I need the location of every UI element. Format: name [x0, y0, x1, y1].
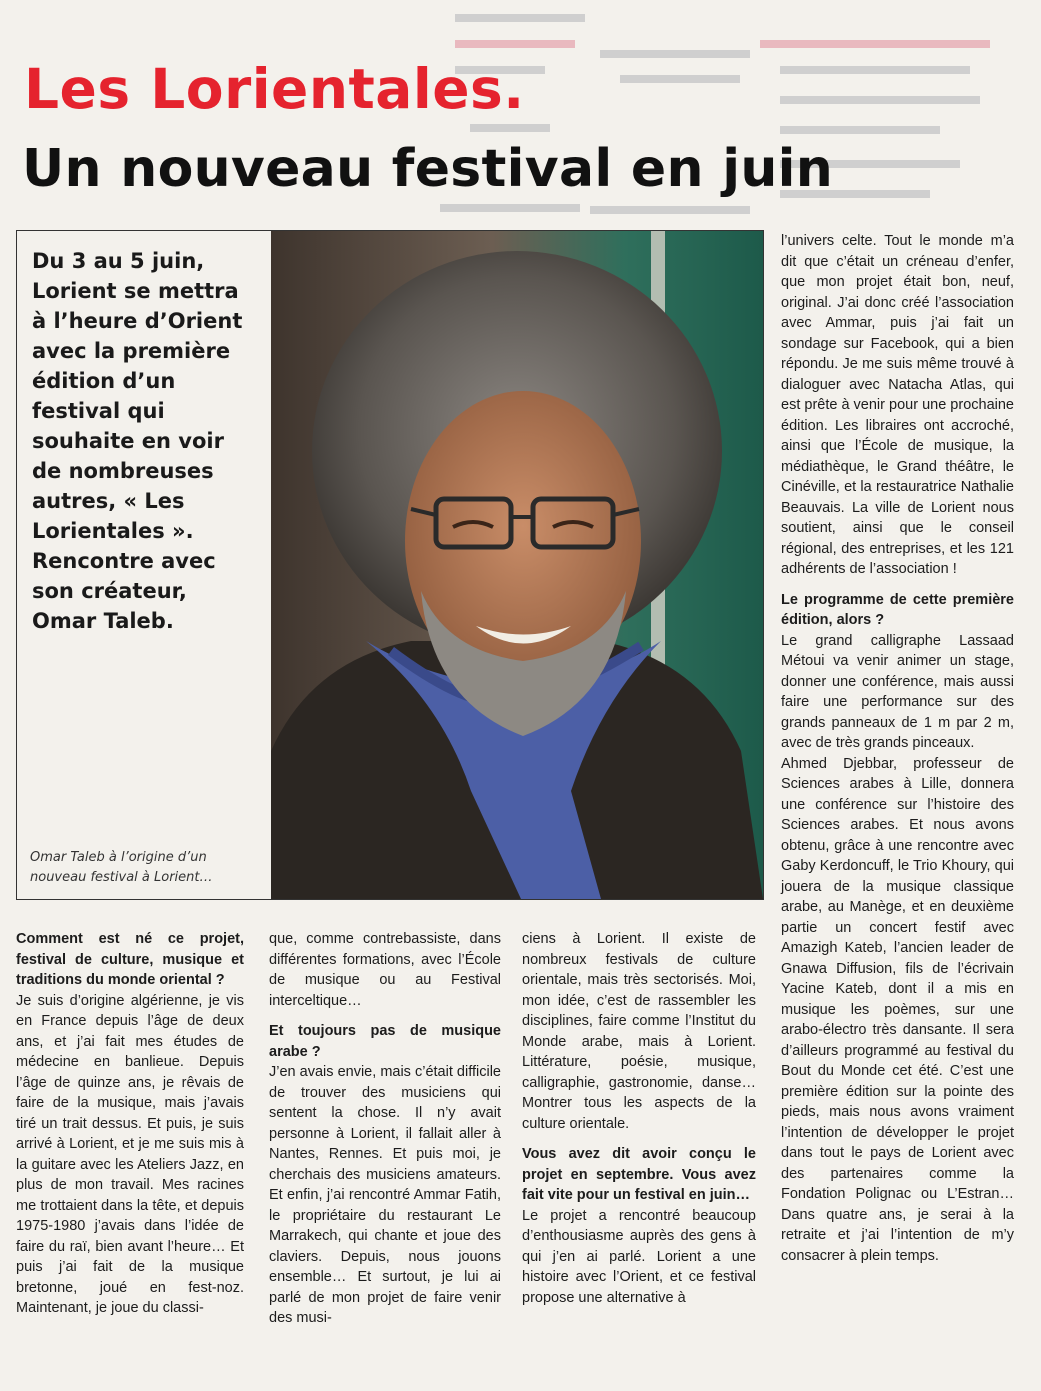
interview-answer: que, comme contrebassiste, dans différentes formations, avec l’École de musique ou au Festival interceltique…	[269, 931, 501, 1009]
interview-answer: ciens à Lorient. Il existe de nombreux festivals de culture orientale, mais très sectorisés. Moi, mon idée, c’est de rassembler les disciplines, faire comme l’Institut du Monde arabe, mais à Lorient. Littérature, poésie, musique, calligraphie, gastronomie, danse… Montrer tous les aspects de la culture orientale.	[522, 931, 756, 1132]
interview-question: Et toujours pas de musique arabe ?	[269, 1023, 501, 1060]
article-column-2	[269, 929, 501, 1329]
article-kicker: Les Lorientales.	[24, 57, 525, 121]
article-lead: Du 3 au 5 juin, Lorient se mettra à l’heure d’Orient avec la première édition d’un festival qui souhaite en voir de nombreuses autres, « Les Lorientales ». Rencontre avec son créateur, Omar Taleb.	[32, 249, 243, 633]
article-column-3	[522, 929, 756, 1308]
interview-answer: Le grand calligraphe Lassaad Métoui va venir animer un stage, donner une conférence, mais aussi faire une performance sur des grands panneaux de 1 m par 2 m, avec de très grands pinceaux.	[781, 632, 1014, 751]
article-column-1	[16, 929, 244, 1319]
interview-answer: Le projet a rencontré beaucoup d’enthousiasme auprès des gens à qui j’en ai parlé. Lorient a une histoire avec l’Orient, et ce festival propose une alternative à	[522, 1207, 756, 1306]
interview-question: Le programme de cette première édition, alors ?	[781, 591, 1014, 628]
interview-answer: Je suis d’origine algérienne, je vis en France depuis l’âge de deux ans, et j’ai fait mes études de médecine en banlieue. Depuis l’âge de quinze ans, je rêvais de faire de la musique, mais j’avais tiré un trait dessus. Et puis, je suis arrivé à Lorient, et je me suis mis à la guitare avec les Ateliers Jazz, en plus de mon travail. Mes racines me trottaient dans la tête, et depuis 1975-1980 j’avais dans l’idée de faire du raï, bien avant l’heure… Et puis j’ai fait de la musique bretonne, joué en fest-noz. Maintenant, je joue du classi-	[16, 992, 244, 1316]
photo-caption: Omar Taleb à l’origine d’un nouveau festival à Lorient…	[30, 850, 213, 885]
interview-answer: Ahmed Djebbar, professeur de Sciences arabes à Lille, donnera une conférence sur l’histoire des Sciences arabes. Et nous avons obtenu, grâce à une rencontre avec Gaby Kerdoncuff, le Trio Khoury, qui jouera de la musique classique arabe, au Manège, et en deuxième partie un concert festif avec Amazigh Kateb, l’ancien leader de Gnawa Diffusion, fils de l’écrivain Yacine Kateb, dont il a mis en musique les poèmes, sur une arabo-électro très dansante. Il sera d’ailleurs programmé au festival du Bout du Monde cet été. C’est une première édition sur la pointe des pieds, mais nous avons vraiment l’intention de développer le projet dans tout le pays de Lorient avec des partenaires comme la Fondation Polignac ou L’Estran… Dans quatre ans, je serai à la retraite et j’ai l’intention de m’y consacrer à plein temps.	[781, 755, 1014, 1264]
interview-answer: l’univers celte. Tout le monde m’a dit que c’était un créneau d’enfer, que mon projet était bon, neuf, original. J’ai donc créé l’association avec Ammar, puis j’ai fait un sondage sur Facebook, qui a bien répondu. Je me suis même trouvé à dialoguer avec Natacha Atlas, qui est prête à venir pour une prochaine édition. Les libraires ont accroché, ainsi que l’École de musique, la médiathèque, le Grand théâtre, le Cinéville, et la restauratrice Nathalie Beauvais. La ville de Lorient nous soutient, ainsi que le conseil régional, des entreprises, et les 121 adhérents de l’association !	[781, 233, 1014, 577]
interview-answer: J’en avais envie, mais c’était difficile de trouver des musiciens qui sentent la chose. Il n’y avait personne à Lorient, il fallait aller à Nantes, Rennes. Et puis moi, je cherchais des musiciens amateurs. Et enfin, j’ai rencontré Ammar Fatih, le propriétaire du restaurant Le Marrakech, qui chante et joue des claviers. Depuis, nous jouons ensemble… Et surtout, je lui ai parlé de mon projet de faire venir des musi-	[269, 1064, 501, 1326]
portrait-photo	[271, 231, 763, 899]
interview-question: Vous avez dit avoir conçu le projet en septembre. Vous avez fait vite pour un festival en juin…	[522, 1146, 756, 1203]
portrait-illustration	[271, 231, 763, 899]
article-column-4	[781, 231, 1014, 1266]
interview-question: Comment est né ce projet, festival de culture, musique et traditions du monde oriental ?	[16, 931, 244, 988]
article-headline: Un nouveau festival en juin	[22, 139, 834, 199]
